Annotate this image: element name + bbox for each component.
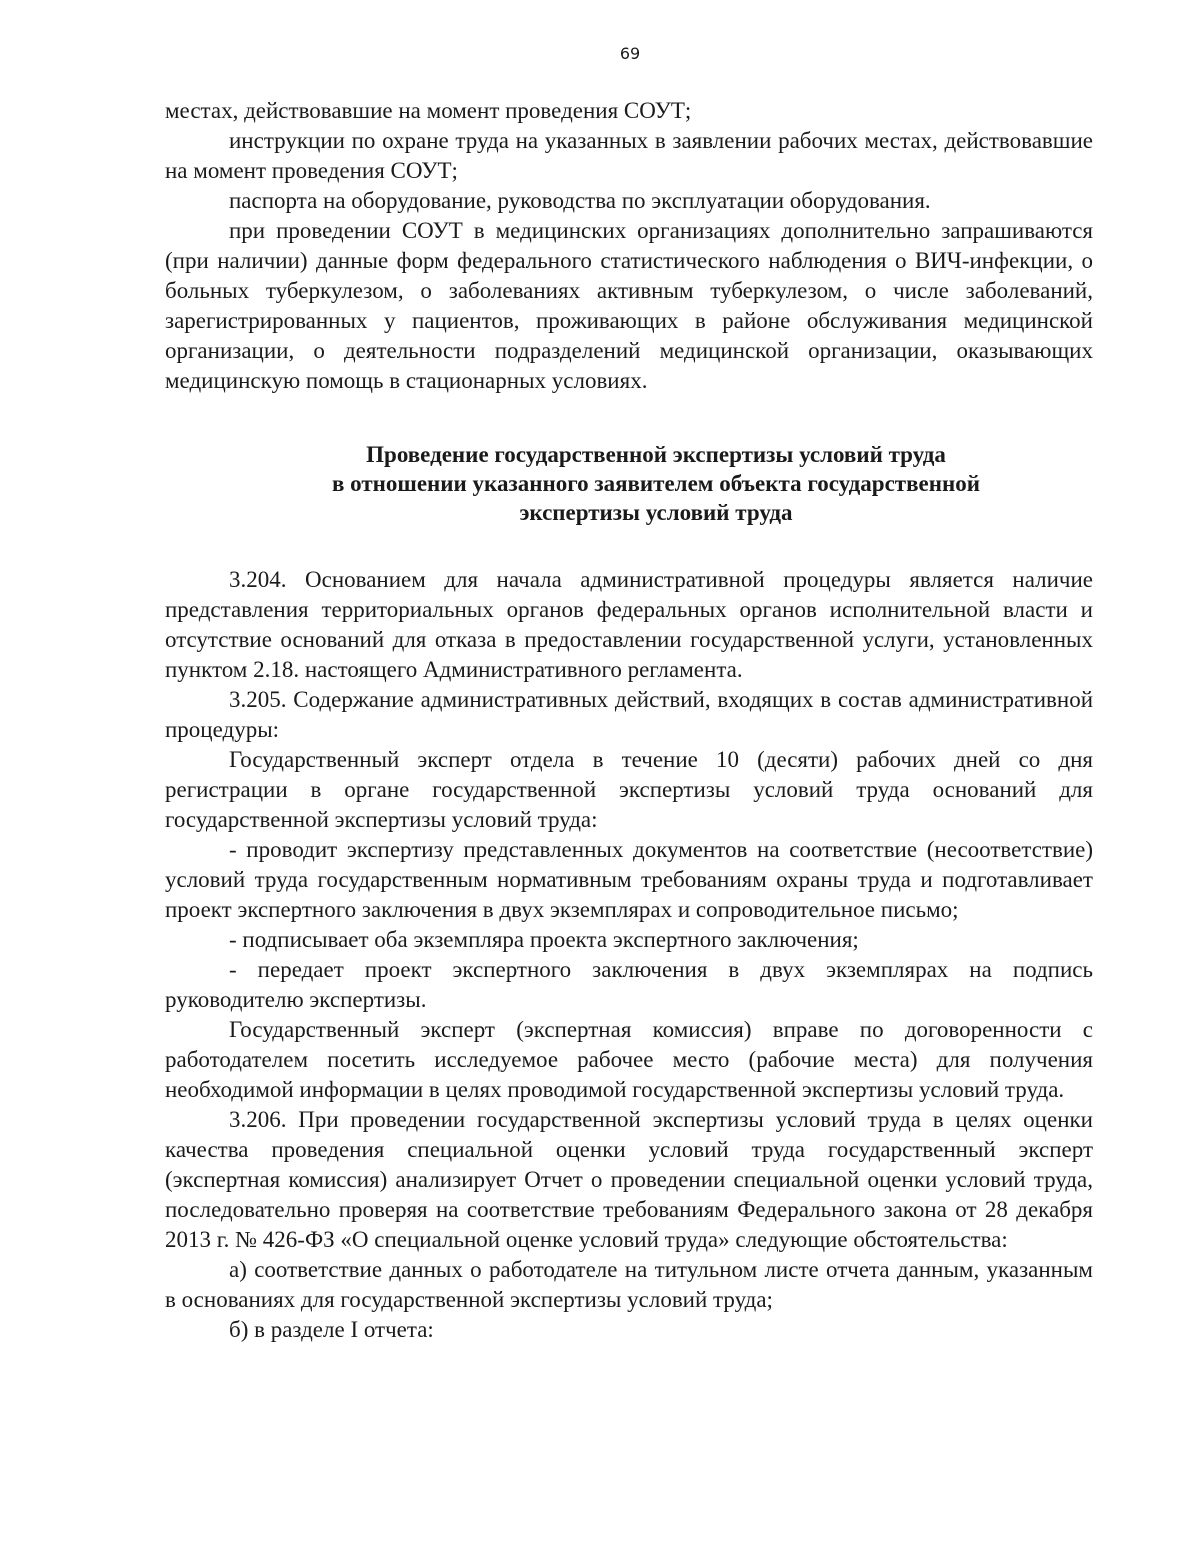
- list-item: - проводит экспертизу представленных документов на соответствие (несоответствие) условий труда государственным нормативным требованиям охраны труда и подготавливает проект экспертного заключения в двух экземплярах и сопроводительное письмо;: [165, 837, 1093, 922]
- list-item: а) соответствие данных о работодателе на титульном листе отчета данным, указанным в основаниях для государственной экспертизы условий труда;: [165, 1257, 1093, 1312]
- section-heading-line: экспертизы условий труда: [519, 500, 793, 525]
- section-heading-line: в отношении указанного заявителем объекта государственной: [332, 471, 980, 496]
- page-number: 69: [619, 44, 641, 63]
- section-heading-line: Проведение государственной экспертизы условий труда: [366, 442, 946, 467]
- list-item: - передает проект экспертного заключения в двух экземплярах на подпись руководителю экспертизы.: [165, 957, 1093, 1012]
- document-body: [165, 96, 1093, 1345]
- paragraph: инструкции по охране труда на указанных в заявлении рабочих местах, действовавшие на момент проведения СОУТ;: [165, 128, 1093, 183]
- paragraph: паспорта на оборудование, руководства по эксплуатации оборудования.: [229, 188, 931, 213]
- paragraph-3-204: 3.204. Основанием для начала административной процедуры является наличие представления территориальных органов федеральных органов исполнительной власти и отсутствие оснований для отказа в предоставлении государственной услуги, установленных пунктом 2.18. настоящего Административного регламента.: [165, 567, 1093, 682]
- paragraph: Государственный эксперт отдела в течение 10 (десяти) рабочих дней со дня регистрации в органе государственной экспертизы условий труда оснований для государственной экспертизы условий труда:: [165, 747, 1093, 832]
- list-item: б) в разделе I отчета:: [229, 1317, 434, 1342]
- section-heading: [165, 440, 1093, 527]
- paragraph: при проведении СОУТ в медицинских организациях дополнительно запрашиваются (при наличии) данные форм федерального статистического наблюдения о ВИЧ-инфекции, о больных туберкулезом, о заболеваниях активным туберкулезом, о числе заболеваний, зарегистрированных у пациентов, проживающих в районе обслуживания медицинской организации, о деятельности подразделений медицинской организации, оказывающих медицинскую помощь в стационарных условиях.: [165, 218, 1093, 393]
- paragraph: местах, действовавшие на момент проведения СОУТ;: [165, 98, 692, 123]
- paragraph-3-206: 3.206. При проведении государственной экспертизы условий труда в целях оценки качества проведения специальной оценки условий труда государственный эксперт (экспертная комиссия) анализирует Отчет о проведении специальной оценки условий труда, последовательно проверяя на соответствие требованиям Федерального закона от 28 декабря 2013 г. № 426-ФЗ «О специальной оценке условий труда» следующие обстоятельства:: [165, 1107, 1093, 1252]
- list-item: - подписывает оба экземпляра проекта экспертного заключения;: [229, 927, 859, 952]
- paragraph-3-205: 3.205. Содержание административных действий, входящих в состав административной процедуры:: [165, 687, 1093, 742]
- paragraph: Государственный эксперт (экспертная комиссия) вправе по договоренности с работодателем посетить исследуемое рабочее место (рабочие места) для получения необходимой информации в целях проводимой государственной экспертизы условий труда.: [165, 1017, 1093, 1102]
